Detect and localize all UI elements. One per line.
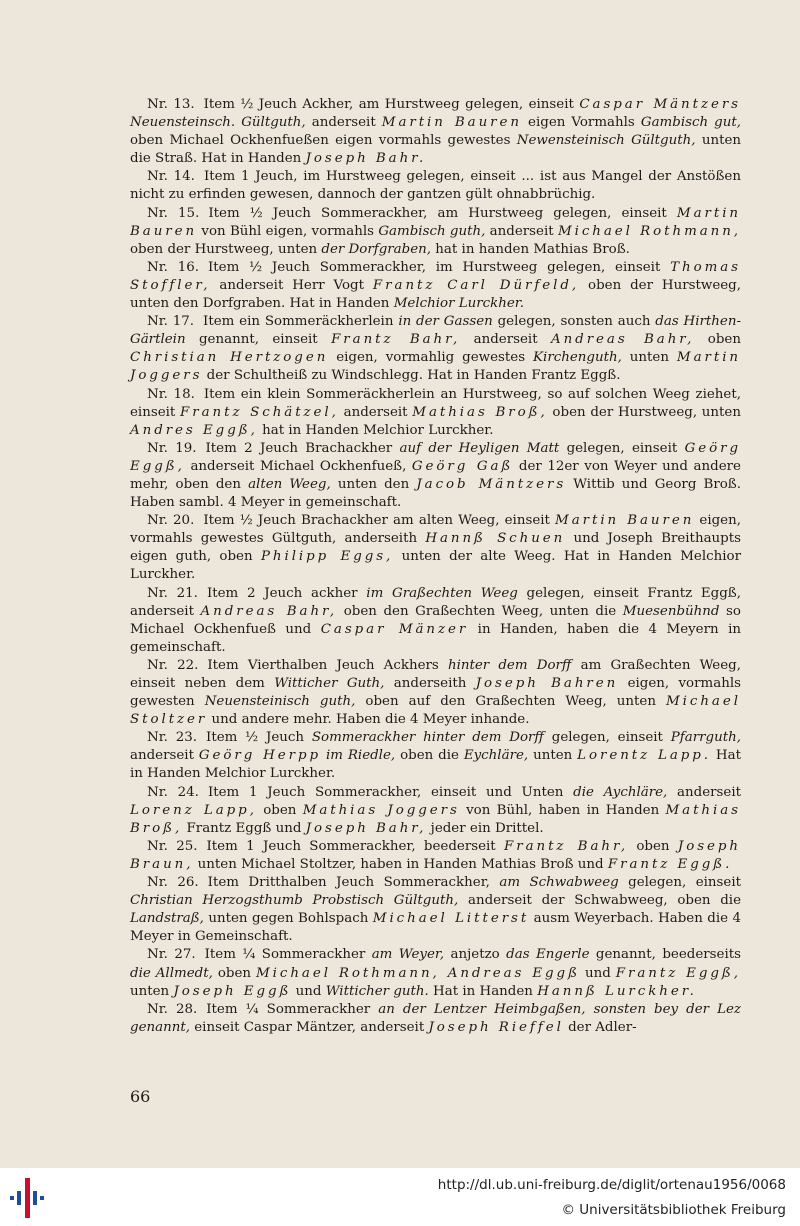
entry-text: Item Dritthalben Jeuch Sommerackher, — [207, 875, 500, 891]
spaced-name: Joseph Eggß — [173, 983, 292, 999]
italic-term: im Graßechten Weeg — [366, 585, 518, 601]
spaced-name: Frantz Carl Dürfeld, — [372, 277, 580, 293]
entry-text: anderseit — [305, 115, 382, 131]
entry-text: der Schultheiß zu Windschlegg. Hat in Handen Frantz Eggß. — [202, 368, 621, 384]
entry-text: anderseit Michael Ockhenfueß, — [184, 458, 412, 474]
entry-text: unten — [621, 350, 677, 366]
entry-text: gelegen, einseit — [543, 730, 671, 746]
italic-term: die Aychläre, — [573, 784, 668, 800]
entry-text: anderseit Herr Vogt — [210, 277, 373, 293]
entry-text: eigen, vormahlig gewestes — [328, 350, 534, 366]
document-body — [130, 96, 741, 1037]
entry-number: Nr. 22. — [147, 657, 199, 673]
entry-text: eigen Vormahls — [521, 115, 641, 131]
entry-text: so Michael Ockhenfueß und — [130, 603, 741, 637]
entry-text: und Joseph Breithaupts eigen guth, oben — [130, 531, 741, 565]
entry-text: oben den Graßechten Weeg, unten die — [337, 603, 623, 619]
entry-text: oben die — [395, 748, 464, 764]
entry-text: eigen, vormahls gewesten — [130, 676, 741, 710]
italic-term: Gambisch gut, — [640, 115, 742, 131]
italic-term: alten Weeg, — [248, 476, 331, 492]
spaced-name: Frantz Schätzel, — [180, 404, 339, 420]
entry-text: oben Michael Ockhenfueßen eigen vormahls gewestes — [130, 133, 517, 149]
entry-25 — [130, 838, 741, 874]
entry-text: und — [291, 983, 326, 999]
spaced-name: Christian Hertzogen — [130, 350, 329, 366]
entry-number: Nr. 16. — [147, 259, 199, 275]
entry-text: anderseit — [460, 332, 551, 348]
spaced-name: Martin Bauren — [130, 205, 741, 239]
entry-number: Nr. 28. — [147, 1001, 198, 1017]
italic-term: das Engerle — [506, 947, 590, 963]
entry-number: Nr. 20. — [147, 513, 195, 529]
spaced-name: Michael Stoltzer — [130, 694, 741, 728]
spaced-name: Mathias Joggers — [302, 802, 460, 818]
entry-text: Item ¼ Sommerackher — [206, 1001, 379, 1017]
entry-28 — [130, 1001, 741, 1037]
spaced-name: Michael Rothmann, Andreas Eggß — [256, 965, 580, 981]
italic-term: am Schwabweeg — [499, 875, 619, 891]
entry-number: Nr. 23. — [147, 730, 198, 746]
entry-text: hat in handen Mathias Broß. — [431, 241, 630, 257]
italic-term: hinter dem Dorff — [447, 657, 572, 673]
entry-text: von Bühl, haben in Handen — [459, 802, 666, 818]
entry-text: der 12er von Weyer und andere mehr, oben den — [130, 458, 741, 492]
italic-term: auf der Heyligen Matt — [399, 440, 560, 456]
spaced-name: Geörg Eggß, — [130, 440, 741, 474]
entry-text: unten — [528, 748, 578, 764]
entry-text: jeder ein Drittel. — [426, 820, 544, 836]
italic-term: die Allmedt, — [130, 965, 213, 981]
spaced-name: Geörg Herpp — [198, 748, 322, 764]
entry-text: Item 1 Jeuch Sommerackher, beederseit — [206, 838, 504, 854]
entry-26 — [130, 874, 741, 946]
entry-text: Frantz Eggß und — [182, 820, 306, 836]
spaced-name: Mathias Broß, — [412, 404, 548, 420]
entry-text: von Bühl eigen, vormahls — [197, 223, 379, 239]
entry-18 — [130, 386, 741, 440]
entry-number: Nr. 21. — [147, 585, 198, 601]
spaced-name: Joseph Bahren — [475, 676, 619, 691]
italic-term: das Hirthen-Gärtlein — [130, 314, 742, 348]
spaced-name: Andreas Bahr, — [550, 332, 695, 348]
entry-24 — [130, 784, 741, 838]
entry-text: anderseith — [384, 676, 476, 691]
entry-text: Item ½ Jeuch Sommerackher, am Hurstweeg gelegen, einseit — [208, 205, 677, 221]
italic-term: Pfarrguth, — [670, 730, 741, 746]
entry-text: Item Vierthalben Jeuch Ackhers — [207, 657, 448, 673]
entry-text: gelegen, sonsten auch — [492, 314, 656, 330]
entry-number: Nr. 19. — [147, 440, 197, 456]
italic-term: im Riedle, — [325, 748, 396, 764]
entry-text: gelegen, einseit Frantz Eggß, anderseit — [130, 585, 741, 619]
italic-term: in der Gassen — [398, 314, 493, 330]
entry-text: Hat in Handen — [428, 983, 538, 999]
entry-text: ausm Weyerbach. Haben die 4 Meyer in Gemeinschaft. — [130, 911, 741, 945]
italic-term: Christian Herzogsthumb Probstisch Gültguth, — [130, 893, 459, 909]
entry-text: in Handen, haben die 4 Meyern in gemeinschaft. — [130, 621, 741, 655]
spaced-name: Geörg Gaß — [411, 458, 514, 474]
entry-text: unten der alte Weeg. Hat in Handen Melchior Lurckher. — [130, 549, 741, 583]
italic-term: Eychläre, — [463, 748, 529, 764]
entry-text: genannt, beederseits — [589, 947, 741, 963]
copyright-notice: © Universitätsbibliothek Freiburg — [561, 1202, 786, 1218]
entry-number: Nr. 17. — [147, 314, 195, 330]
italic-term: Kirchenguth, — [533, 350, 622, 366]
entry-text: Hat in Handen Melchior Lurckher. — [130, 748, 741, 782]
spaced-name: Andres Eggß, — [130, 422, 258, 438]
entry-text: anderseit — [338, 404, 413, 420]
ub-freiburg-logo-icon — [8, 1176, 52, 1220]
entry-text: Item ein Sommeräckherlein — [203, 314, 399, 330]
italic-term: am Weyer, — [371, 947, 445, 963]
entry-16 — [130, 259, 741, 313]
entry-text: Item ½ Jeuch — [206, 730, 312, 746]
entry-text: und andere mehr. Haben die 4 Meyer inhande. — [207, 712, 530, 728]
italic-term: Melchior Lurckher. — [393, 296, 524, 312]
entry-text: Wittib und Georg Broß. Haben sambl. 4 Meyer in gemeinschaft. — [130, 476, 742, 511]
entry-text: anderseit der Schwabweeg, oben die — [458, 893, 742, 909]
entry-number: Nr. 24. — [147, 784, 199, 800]
entry-text: oben — [628, 838, 678, 854]
entry-text: gelegen, einseit — [559, 440, 685, 456]
entry-14 — [130, 168, 741, 204]
spaced-name: Martin Joggers — [130, 350, 741, 384]
spaced-name: Thomas Stoffler, — [130, 259, 741, 293]
entry-text: oben der Hurstweeg, unten den Dorfgraben. Hat in Handen — [130, 277, 742, 312]
spaced-name: Lorenz Lapp, — [130, 802, 257, 818]
spaced-name: Lorentz Lapp. — [577, 748, 712, 764]
spaced-name: Martin Bauren — [381, 115, 522, 131]
entry-text: Item ½ Jeuch Ackher, am Hurstweeg gelegen, einseit — [203, 97, 580, 112]
entry-text: oben auf den Graßechten Weeg, unten — [355, 694, 667, 710]
spaced-name: Philipp Eggs, — [260, 549, 394, 565]
entry-17 — [130, 313, 741, 385]
entry-text: und — [579, 965, 616, 981]
entry-text: hat in Handen Melchior Lurckher. — [257, 422, 494, 438]
italic-term: Sommerackher hinter dem Dorff — [311, 730, 544, 746]
spaced-name: Joseph Rieffel — [428, 1019, 564, 1035]
spaced-name: Caspar Mänzer — [320, 621, 469, 637]
entry-text: Item 1 Jeuch, im Hurstweeg gelegen, einseit ... ist aus Mangel der Anstößen nicht zu erfinden gewesen, dannoch der gantzen gült ohnabbrüchig. — [130, 169, 741, 203]
spaced-name: Frantz Eggß. — [607, 856, 733, 872]
entry-text: anderseit — [667, 784, 741, 800]
entry-number: Nr. 14. — [147, 169, 195, 185]
italic-term: Witticher guth. — [325, 983, 429, 999]
entry-text: am Graßechten Weeg, einseit neben dem — [130, 657, 741, 691]
entry-13 — [130, 96, 741, 168]
spaced-name: Michael Litterst — [372, 911, 530, 927]
entry-text: genannt, einseit — [185, 332, 332, 348]
entry-text: Item ½ Jeuch Brachackher am alten Weeg, einseit — [203, 513, 556, 529]
entry-22 — [130, 657, 741, 729]
entry-21 — [130, 585, 741, 657]
italic-term: Gambisch guth, — [378, 223, 486, 239]
entry-text: gelegen, einseit — [618, 875, 741, 891]
entry-text: Item 2 Jeuch Brachackher — [205, 440, 400, 456]
spaced-name: Joseph Bahr. — [305, 151, 427, 167]
entry-19 — [130, 440, 741, 512]
italic-term: Landstraß, — [130, 911, 204, 927]
spaced-name: Hannß Schuen — [425, 531, 566, 547]
entry-text: anjetzo — [444, 947, 507, 963]
entry-number: Nr. 15. — [147, 205, 200, 221]
italic-term: Neuensteinsch. Gültguth, — [130, 115, 306, 131]
entry-text: oben der Hurstweeg, unten — [547, 404, 741, 420]
spaced-name: Caspar Mäntzers — [579, 97, 741, 112]
italic-term: Witticher Guth, — [274, 676, 385, 691]
entry-text: unten die Straß. Hat in Handen — [130, 133, 742, 167]
italic-term: der Dorfgraben, — [321, 241, 432, 257]
spaced-name: Mathias Broß, — [130, 802, 741, 836]
entry-text: einseit Caspar Mäntzer, anderseit — [190, 1019, 429, 1035]
entry-text: eigen, vormahls gewestes Gültguth, anderseith — [130, 513, 741, 547]
entry-text: oben — [256, 802, 303, 818]
entry-number: Nr. 27. — [147, 947, 196, 963]
italic-term: Muesenbühnd — [622, 603, 720, 619]
entry-text: unten — [130, 983, 174, 999]
footer-bar — [0, 1168, 800, 1226]
entry-number: Nr. 18. — [147, 386, 195, 402]
entry-27 — [130, 946, 741, 1000]
italic-term: an der Lentzer Heimbgaßen, sonsten bey der Lez genannt, — [130, 1001, 741, 1035]
entry-text: Item 2 Jeuch ackher — [206, 585, 367, 601]
entry-text: unten gegen Bohlspach — [203, 911, 373, 927]
entry-23 — [130, 729, 741, 783]
spaced-name: Frantz Bahr, — [504, 838, 629, 854]
entry-15 — [130, 205, 741, 259]
entry-text: anderseit — [485, 223, 558, 239]
entry-text: oben der Hurstweeg, unten — [130, 241, 322, 257]
source-url-link[interactable]: http://dl.ub.uni-freiburg.de/diglit/ortenau1956/0068 — [437, 1177, 786, 1193]
spaced-name: Frantz Bahr, — [331, 332, 461, 348]
entry-number: Nr. 25. — [147, 838, 198, 854]
entry-text: anderseit — [130, 748, 199, 764]
entry-text: Item ½ Jeuch Sommerackher, im Hurstweeg gelegen, einseit — [208, 259, 671, 275]
spaced-name: Michael Rothmann, — [557, 223, 742, 239]
spaced-name: Jacob Mäntzers — [416, 476, 567, 492]
entry-text: Item 1 Jeuch Sommerackher, einseit und Unten — [207, 784, 574, 800]
spaced-name: Martin Bauren — [555, 513, 695, 529]
entry-number: Nr. 26. — [147, 875, 199, 891]
entry-text: oben — [212, 965, 257, 981]
entry-text: oben — [694, 332, 741, 348]
spaced-name: Joseph Braun, — [130, 838, 741, 872]
spaced-name: Frantz Eggß, — [615, 965, 741, 981]
spaced-name: Joseph Bahr, — [305, 820, 427, 836]
entry-text: der Adler- — [563, 1019, 637, 1035]
spaced-name: Andreas Bahr, — [200, 603, 338, 619]
entry-20 — [130, 512, 741, 584]
italic-term: Newensteinisch Gültguth, — [516, 133, 696, 149]
entry-number: Nr. 13. — [147, 97, 195, 112]
italic-term: Neuensteinisch guth, — [204, 694, 356, 710]
entry-text: unten den — [330, 476, 417, 492]
spaced-name: Hannß Lurckher. — [537, 983, 697, 999]
entry-text: Item ein klein Sommeräckherlein an Hurstweeg, so auf solchen Weeg ziehet, einseit — [130, 386, 741, 420]
page-number: 66 — [130, 1087, 151, 1106]
entry-text: Item ¼ Sommerackher — [204, 947, 372, 963]
entry-text: unten Michael Stoltzer, haben in Handen Mathias Broß und — [193, 856, 608, 872]
